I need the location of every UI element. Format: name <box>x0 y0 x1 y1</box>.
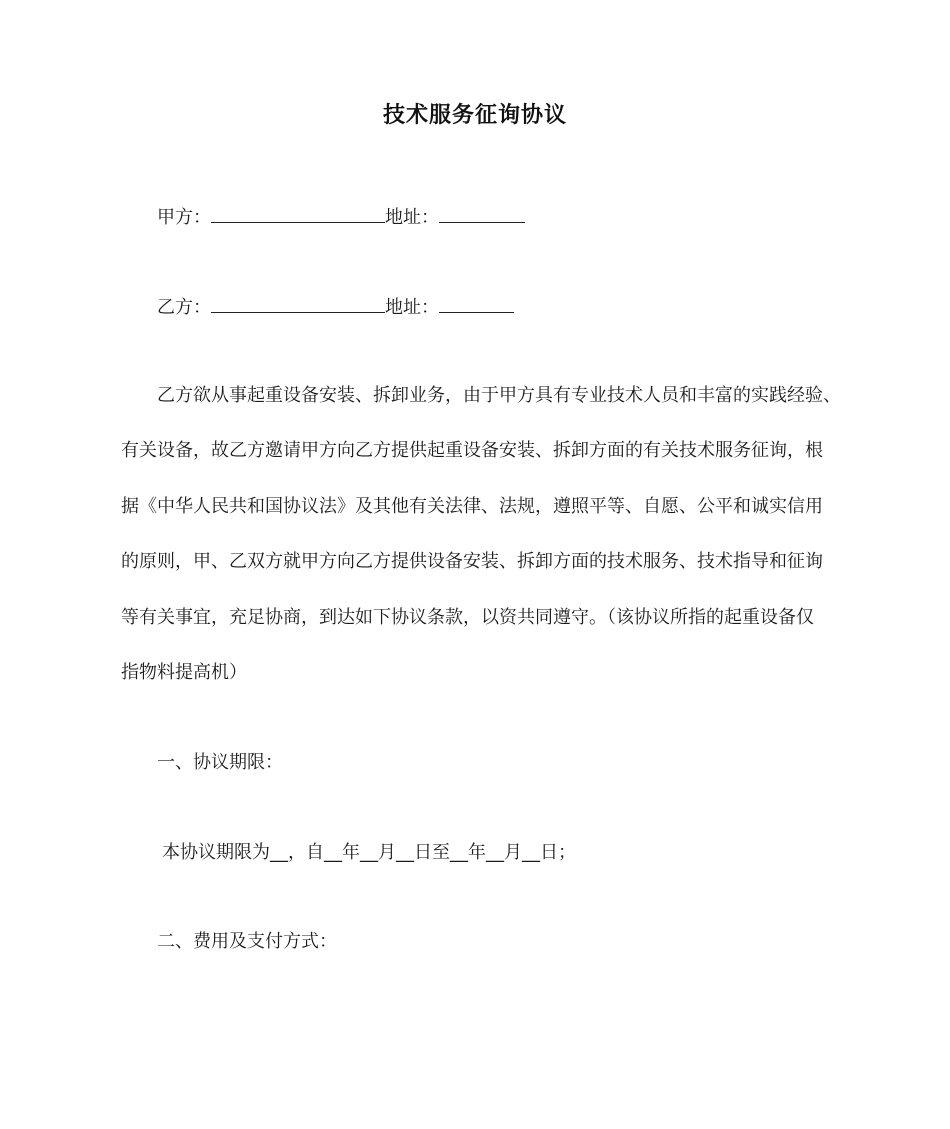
party-a-line <box>157 204 525 230</box>
party-b-line <box>157 294 514 320</box>
preamble-line-2: 有关设备，故乙方邀请甲方向乙方提供起重设备安装、拆卸方面的有关技术服务征询，根 <box>121 440 823 461</box>
document-title: 技术服务征询协议 <box>382 103 567 128</box>
party-b-address-blank <box>439 294 514 313</box>
preamble-line-1: 乙方欲从事起重设备安装、拆卸业务，由于甲方具有专业技术人员和丰富的实践经验、 <box>157 385 841 406</box>
preamble-line-6: 指物料提高机） <box>121 662 247 683</box>
party-a-name-blank <box>211 204 385 223</box>
party-a-address-label: 地址： <box>385 207 439 228</box>
preamble-line-4: 的原则，甲、乙双方就甲方向乙方提供设备安装、拆卸方面的技术服务、技术指导和征询 <box>121 551 823 572</box>
section1-text: 本协议期限为__，自__年__月__日至__年__月__日； <box>162 842 576 863</box>
section2-heading: 二、费用及支付方式： <box>157 931 337 952</box>
party-b-label: 乙方： <box>157 297 211 318</box>
section1-heading: 一、协议期限： <box>157 752 283 773</box>
preamble-line-3: 据《中华人民共和国协议法》及其他有关法律、法规，遵照平等、自愿、公平和诚实信用 <box>121 496 823 517</box>
party-a-address-blank <box>439 204 525 223</box>
party-b-name-blank <box>211 294 385 313</box>
party-a-label: 甲方： <box>157 207 211 228</box>
preamble-line-5: 等有关事宜，充足协商，到达如下协议条款，以资共同遵守。（该协议所指的起重设备仅 <box>121 607 814 628</box>
party-b-address-label: 地址： <box>385 297 439 318</box>
